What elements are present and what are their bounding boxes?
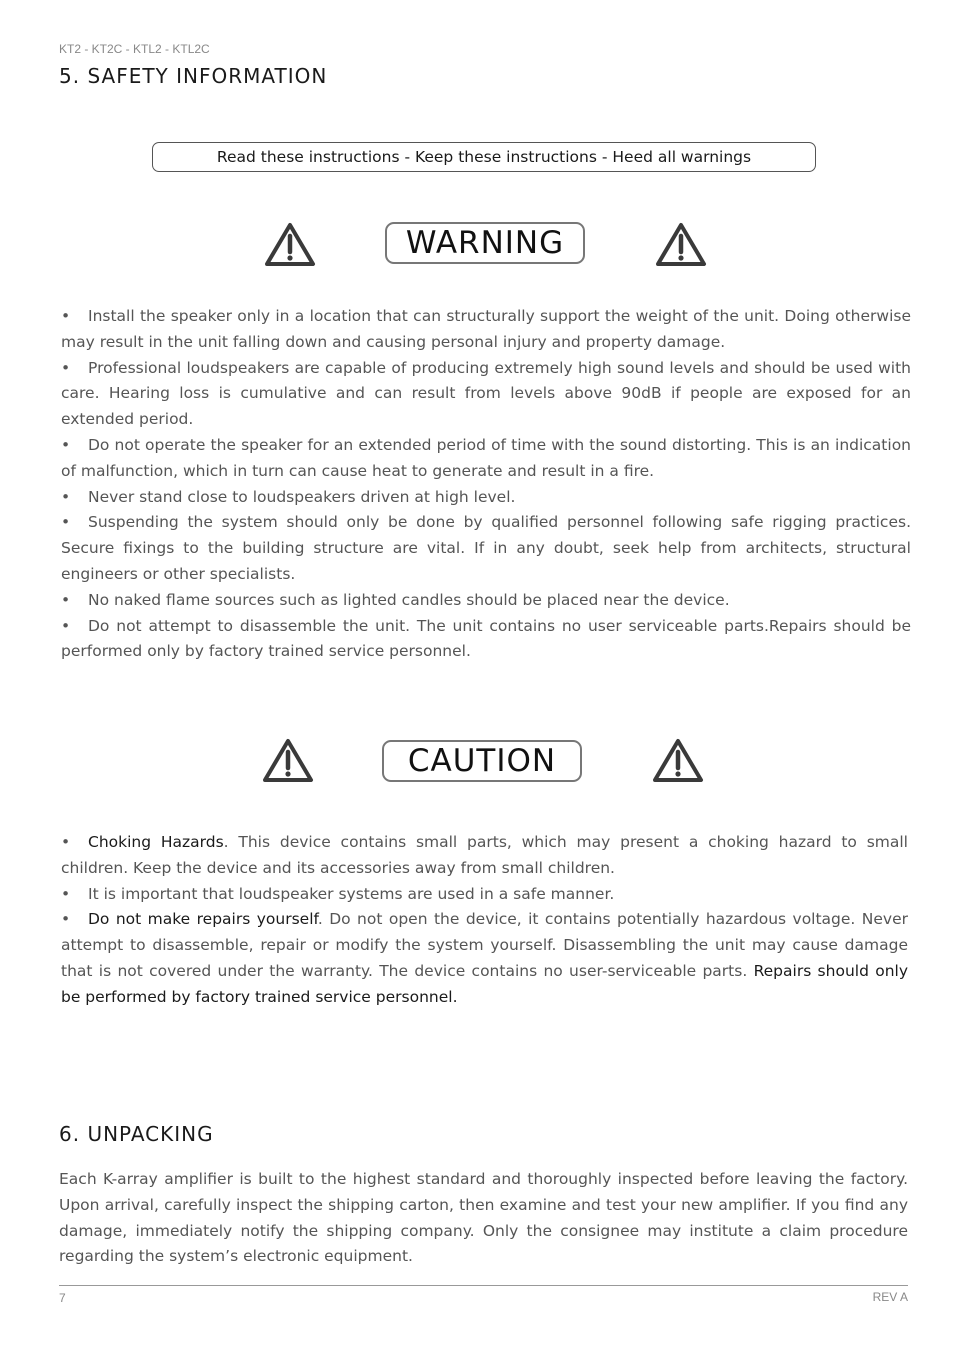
- list-item: • Do not attempt to disassemble the unit. The unit contains no user serviceable parts.Repairs should be performed only by factory trained service personnel.: [61, 616, 911, 661]
- list-item: • Do not make repairs yourself. Do not open the device, it contains potentially hazardous voltage. Never attempt to disassemble, repair or modify the system yourself. Disassembling the unit may cause damage that is not covered under the warranty. The device contains no user-serviceable parts. Repairs should only be performed by factory trained service personnel.: [61, 910, 909, 1006]
- list-item: • No naked flame sources such as lighted candles should be placed near the device.: [61, 590, 730, 609]
- caution-list: [61, 830, 908, 1011]
- caution-triangle-icon: [262, 737, 314, 783]
- instructions-banner: Read these instructions - Keep these instructions - Heed all warnings: [152, 142, 816, 172]
- warning-triangle-icon: [655, 221, 707, 267]
- document-model-header: KT2 - KT2C - KTL2 - KTL2C: [59, 42, 210, 56]
- caution-sign: CAUTION: [382, 740, 582, 782]
- list-item: • Suspending the system should only be done by qualified personnel following safe rigging practices. Secure fixings to the building structure are vital. If in any doubt, seek help from architects, structural engineers or other specialists.: [61, 513, 911, 583]
- list-item: • Professional loudspeakers are capable of producing extremely high sound levels and should be used with care. Hearing loss is cumulative and can result from levels above 90dB if people are exposed for an extended period.: [61, 358, 911, 429]
- footer-divider: [59, 1285, 908, 1286]
- caution-triangle-icon: [652, 737, 704, 783]
- safety-section-title: 5. SAFETY INFORMATION: [59, 64, 328, 88]
- warning-triangle-icon: [264, 221, 316, 267]
- warning-sign: WARNING: [385, 222, 585, 264]
- page-number: 7: [59, 1291, 66, 1305]
- list-item: • Never stand close to loudspeakers driven at high level.: [61, 487, 516, 506]
- unpacking-section-title: 6. UNPACKING: [59, 1122, 214, 1146]
- unpacking-paragraph: Each K-array amplifier is built to the highest standard and thoroughly inspected before leaving the factory. Upon arrival, carefully inspect the shipping carton, then examine and test your new amplifier. If you find any damage, immediately notify the shipping company. Only the consignee may institute a claim procedure regarding the system’s electronic equipment.: [59, 1170, 908, 1266]
- warning-list: [61, 304, 911, 665]
- list-item: • Choking Hazards. This device contains small parts, which may present a choking hazard to small children. Keep the device and its accessories away from small children.: [61, 833, 908, 877]
- list-item: • Install the speaker only in a location that can structurally support the weight of the unit. Doing otherwise may result in the unit falling down and causing personal injury and property damage.: [61, 307, 911, 351]
- list-item: • Do not operate the speaker for an extended period of time with the sound distorting. This is an indication of malfunction, which in turn can cause heat to generate and result in a fire.: [61, 435, 911, 480]
- list-item: • It is important that loudspeaker systems are used in a safe manner.: [61, 884, 615, 903]
- revision-label: REV A: [872, 1290, 908, 1304]
